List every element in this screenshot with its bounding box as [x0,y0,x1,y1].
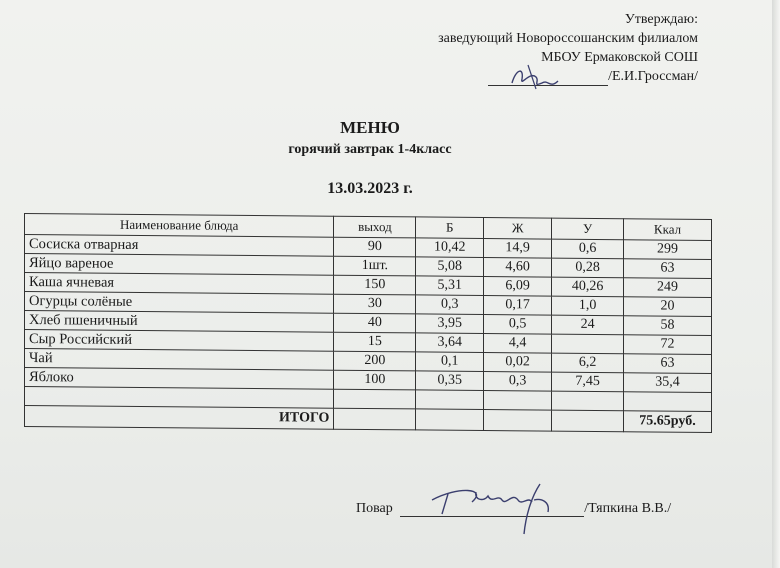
dish-kcal [624,392,712,412]
dish-protein: 3,95 [416,314,484,334]
dish-portion: 200 [334,351,416,371]
dish-name: Каша ячневая [25,273,334,295]
header-kcal: Ккал [624,219,712,241]
dish-fat [484,391,552,411]
dish-name: Сосиска отварная [25,235,334,257]
dish-kcal: 299 [624,240,712,260]
dish-portion: 150 [334,275,416,295]
dish-protein: 5,08 [416,257,484,277]
dish-fat: 0,17 [484,296,552,316]
approval-school: МБОУ Ермаковской СОШ [541,50,698,65]
dish-protein: 0,3 [416,295,484,315]
dish-portion: 100 [334,370,416,390]
dish-fat: 0,02 [484,353,552,373]
dish-kcal: 58 [624,316,712,336]
dish-name: Хлеб пшеничный [25,311,334,333]
cook-signature [428,480,578,536]
dish-portion: 30 [334,294,416,314]
dish-protein: 3,64 [416,333,484,353]
total-empty-cell [334,408,416,430]
dish-protein: 0,35 [416,371,484,391]
cook-label: Повар [356,501,393,516]
dish-carbs [552,391,624,411]
dish-carbs: 0,28 [552,258,624,278]
dish-carbs [552,334,624,354]
total-empty-cell [552,410,624,432]
total-label: ИТОГО [25,406,334,430]
menu-table [24,213,712,433]
header-portion: выход [334,216,416,238]
dish-carbs: 6,2 [552,353,624,373]
dish-name: Яйцо вареное [25,254,334,276]
approval-block [438,10,698,86]
dish-carbs: 24 [552,315,624,335]
total-empty-cell [484,410,552,432]
menu-subtitle: горячий завтрак 1-4класс [288,142,452,157]
cook-signature-block [356,501,671,517]
cook-signature-field [400,502,584,517]
dish-name: Огурцы солёные [25,292,334,314]
dish-name: Чай [25,349,334,371]
dish-protein: 0,1 [416,352,484,372]
dish-fat: 0,5 [484,315,552,335]
dish-portion: 1шт. [334,256,416,276]
approval-label: Утверждаю: [624,12,698,27]
menu-title: МЕНЮ [340,118,400,137]
dish-portion: 90 [334,237,416,257]
header-fat: Ж [484,218,552,240]
dish-carbs: 0,6 [552,239,624,259]
dish-protein: 10,42 [416,238,484,258]
approval-signature-name: /Е.И.Гроссман/ [608,69,698,84]
approval-signature-field [488,71,608,86]
dish-fat: 4,60 [484,258,552,278]
approval-signature-line [438,67,698,86]
dish-kcal: 63 [624,354,712,374]
cook-signature-name: /Тяпкина В.В./ [584,501,672,516]
dish-name: Яблоко [25,368,334,390]
header-protein: Б [416,217,484,239]
header-dish-name: Наименование блюда [25,214,334,238]
header-carbs: У [552,218,624,240]
dish-name: Сыр Российский [25,330,334,352]
dish-fat: 0,3 [484,372,552,392]
director-signature [506,61,566,91]
dish-kcal: 249 [624,278,712,298]
dish-protein [416,390,484,410]
dish-portion: 15 [334,332,416,352]
dish-protein: 5,31 [416,276,484,296]
total-price: 75.65руб. [624,411,712,433]
dish-carbs: 1,0 [552,296,624,316]
menu-date: 13.03.2023 г. [327,180,413,197]
dish-kcal: 72 [624,335,712,355]
total-empty-cell [416,409,484,431]
dish-carbs: 40,26 [552,277,624,297]
page-edge [772,0,780,568]
dish-kcal: 20 [624,297,712,317]
dish-portion: 40 [334,313,416,333]
dish-fat: 6,09 [484,277,552,297]
dish-fat: 14,9 [484,239,552,259]
dish-portion [334,389,416,409]
approval-position: заведующий Новороссошанским филиалом [438,31,698,46]
dish-kcal: 35,4 [624,373,712,393]
dish-kcal: 63 [624,259,712,279]
dish-fat: 4,4 [484,334,552,354]
dish-carbs: 7,45 [552,372,624,392]
